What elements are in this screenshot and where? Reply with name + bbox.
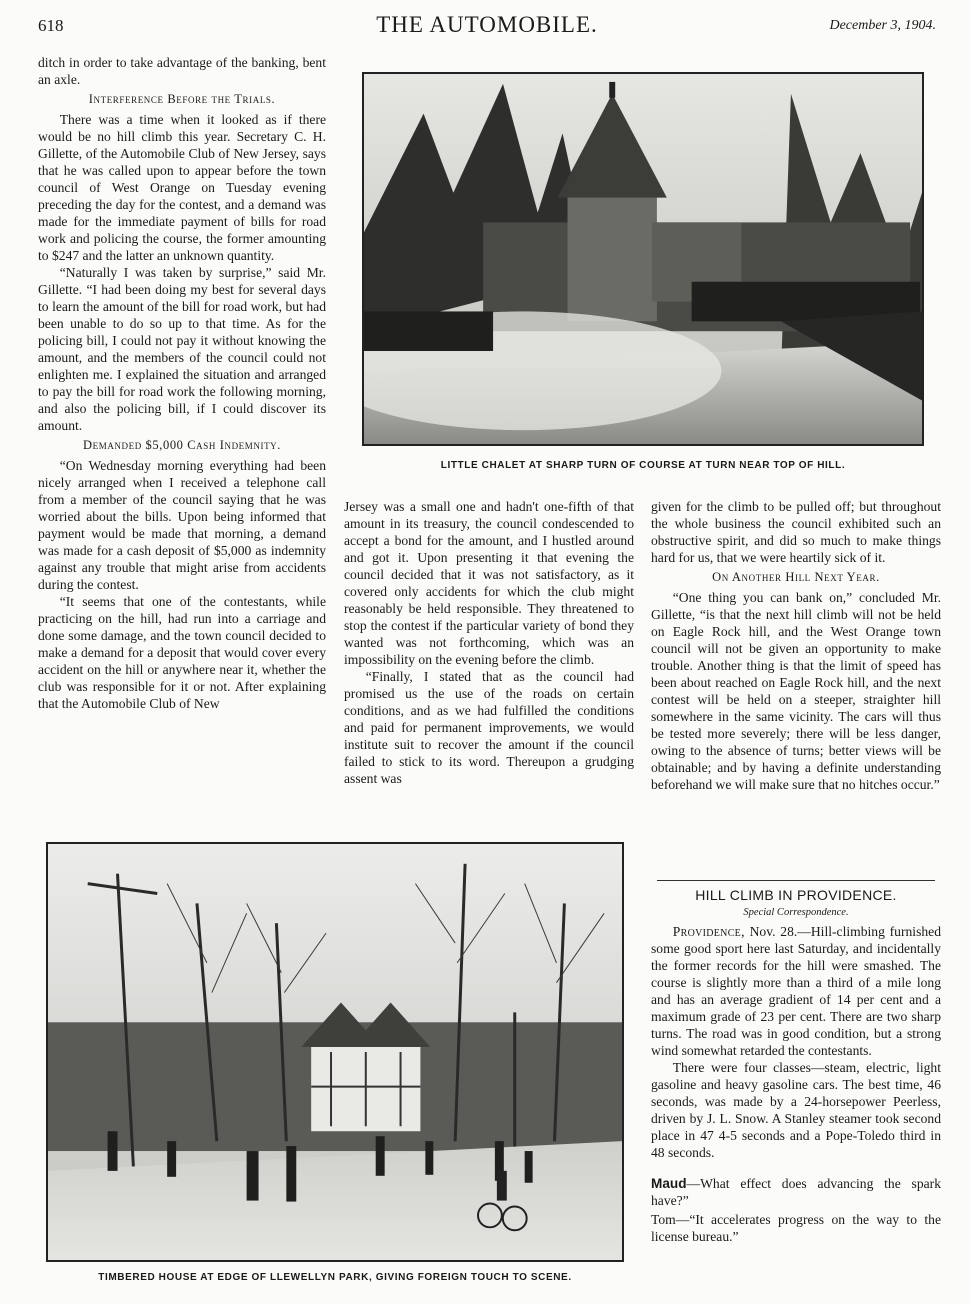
publication-title: THE AUTOMOBILE.: [376, 12, 598, 37]
joke-text: —“It accelerates progress on the way to the license bureau.”: [651, 1212, 941, 1244]
joke-text: —What effect does advancing the spark have?”: [651, 1176, 941, 1208]
column-1: [38, 54, 326, 712]
paragraph: [651, 923, 941, 1059]
subheading: On Another Hill Next Year.: [712, 570, 880, 584]
joke: [651, 1175, 941, 1245]
paragraph-text: Nov. 28.—Hill-climbing furnished some good sport here last Saturday, and incidentally the former records for the hill were smashed. The course is slightly more than a third of a mile long and has an average gradient of 14 per cent and a maximum grade of 23 per cent. There are two sharp turns. The road was in good condition, but a strong wind somewhat retarded the contestants.: [651, 924, 941, 1058]
dateline: Providence,: [672, 924, 745, 939]
paragraph: “One thing you can bank on,” concluded Mr. Gillette, “is that the next hill climb will not be held on Eagle Rock hill, and the West Orange town council will not be given an opportunity to make trouble. Another thing is that the limit of speed has been about reached on Eagle Rock hill, and the next contest will be held on a steeper, straighter hill somewhere in the same vicinity. The cars will thus be tested more severely; there will be less danger, owing to the absence of turns; better views will be obtainable; and by having a definite understanding beforehand we will make sure that no hitches occur.”: [651, 590, 941, 792]
joke-speaker: Maud: [651, 1176, 687, 1191]
subheading: Demanded $5,000 Cash Indemnity.: [83, 438, 281, 452]
paragraph: “On Wednesday morning everything had been nicely arranged when I received a telephone call from a member of the council saying that he was worried about the bills. Upon being informed that payment would be made that morning, a demand was made for a cash deposit of $5,000 as indemnity against any trouble that might arise from accidents during the contest.: [38, 458, 326, 592]
photo-caption-top: LITTLE CHALET AT SHARP TURN OF COURSE AT TURN NEAR TOP OF HILL.: [440, 460, 846, 471]
paragraph: Jersey was a small one and hadn't one-fifth of that amount in its treasury, the council condescended to accept a bond for the amount, and I hustled around and got it. Upon presenting it that evening the council decided that it was not satisfactory, as it covered only accidents for which the club might reasonably be held responsible. They threatened to stop the contest if the particular variety of bond they wanted was not forthcoming, which was an impossibility on the evening before the climb.: [344, 499, 634, 667]
photo-timbered-house-image: [48, 844, 622, 1260]
page-number: 618: [38, 16, 64, 35]
paragraph: given for the climb to be pulled off; but throughout the whole business the council exhibited such an obstructive spirit, and did so much to make things hard for us, that we were heartily sick of it.: [651, 499, 941, 565]
paragraph: There were four classes—steam, electric, light gasoline and heavy gasoline cars. The best time, 46 seconds, was made by a 24-horsepower Peerless, driven by J. L. Snow. A Stanley steamer took second place in 47 4-5 seconds and a Pope-Toledo third in 48 seconds.: [651, 1060, 941, 1160]
paragraph: ditch in order to take advantage of the banking, bent an axle.: [38, 55, 326, 87]
paragraph: “Naturally I was taken by surprise,” said Mr. Gillette. “I had been doing my best for several days to learn the amount of the bill for road work, but had been unable to do so up to that time. As for the policing bill, I could not pay it without knowing the amount, and the members of the council could not enlighten me. I explained the situation and arranged to pay the bill for road work the following morning, and also the policing bill, if I could discover its amount.: [38, 265, 326, 433]
photo-chalet: [362, 72, 924, 446]
article-providence: [651, 880, 941, 1245]
article-title: HILL CLIMB IN PROVIDENCE.: [695, 887, 897, 903]
joke-line: [651, 1211, 941, 1245]
paragraph: There was a time when it looked as if there would be no hill climb this year. Secretary C. H. Gillette, of the Automobile Club of New Jersey, says that he was called upon to appear before the town council of West Orange on Tuesday evening preceding the day for the contest, and a demand was made for the immediate payment of bills for road work and policing the course, the former amounting to $247 and the latter an unknown quantity.: [38, 112, 326, 263]
joke-line: [651, 1175, 941, 1209]
column-3: [651, 498, 941, 793]
paragraph: “Finally, I stated that as the council had promised us the use of the roads on certain conditions, and as we had fulfilled the conditions and paid for permanent improvements, we would institute suit to recover the amount if the council failed to stick to its word. Thereupon a grudging assent was: [344, 669, 634, 786]
paragraph: “It seems that one of the contestants, while practicing on the hill, had run into a carriage and done some damage, and the town council decided to make a demand for a deposit that would cover every accident on the hill or anywhere near it, whether the club was responsible for it or not. After explaining that the Automobile Club of New: [38, 594, 326, 711]
page-header: [38, 10, 936, 42]
byline: Special Correspondence.: [743, 907, 849, 918]
photo-caption-bottom: TIMBERED HOUSE AT EDGE OF LLEWELLYN PARK, GIVING FOREIGN TOUCH TO SCENE.: [98, 1272, 572, 1283]
photo-chalet-image: [364, 74, 922, 444]
joke-speaker: Tom: [651, 1212, 676, 1227]
divider: [657, 880, 935, 881]
issue-date: December 3, 1904.: [829, 18, 936, 33]
column-2: [344, 498, 634, 787]
subheading: Interference Before the Trials.: [88, 92, 276, 106]
photo-timbered-house: [46, 842, 624, 1262]
